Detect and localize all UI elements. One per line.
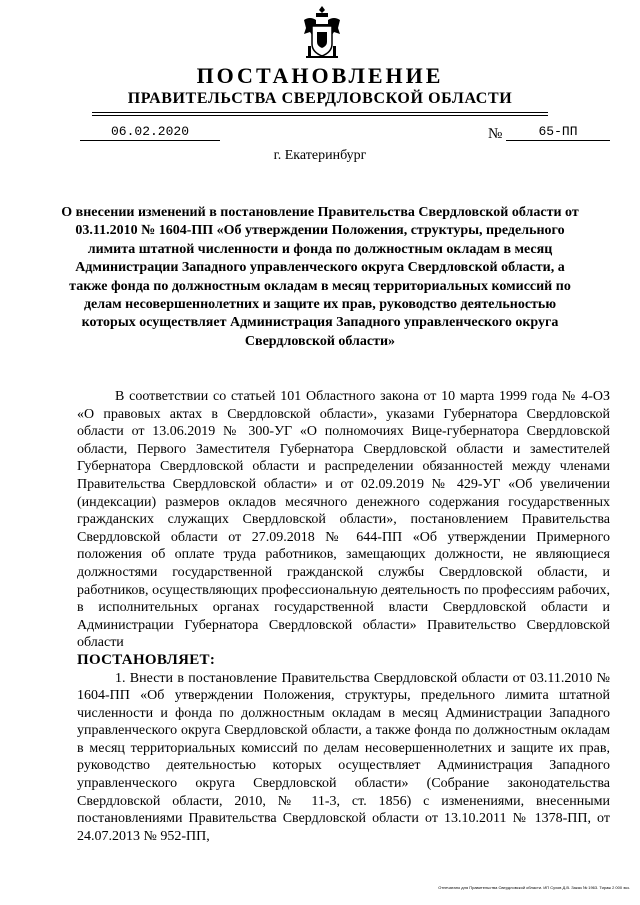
header-divider-bottom: [92, 115, 548, 116]
document-city: г. Екатеринбург: [273, 148, 367, 163]
coat-of-arms-emblem: [300, 4, 344, 60]
item-1-paragraph: 1. Внести в постановление Правительства Свердловской области от 03.11.2010 № 1604-ПП «Об утверждении Положения, структуры, предельного лимита штатной численности и фонда по должностным окладам в месяц Администрации Западного управленческого округа Свердловской области, а также фонда по должностным окладам в месяц территориальных комиссий по делам несовершеннолетних и защите их прав, руководство деятельностью которых осуществляет Администрация Западного управленческого округа Свердловской области» (Собрание законодательства Свердловской области, 2010, № 11-3, ст. 1856) с изменениями, внесенными постановлениями Правительства Свердловской области от 13.10.2011 № 1378-ПП, от 24.07.2013 № 952-ПП,: [77, 670, 610, 844]
header-divider-top: [92, 112, 548, 113]
resolves-heading: ПОСТАНОВЛЯЕТ:: [77, 651, 216, 668]
number-sign: №: [488, 126, 503, 142]
print-footer: Отпечатано для Правительства Свердловской области. ИП Сухов Д.В. Заказ № 1963. Тираж 2 000 экз.: [438, 885, 630, 890]
document-date: 06.02.2020: [80, 124, 220, 141]
document-title: ПОСТАНОВЛЕНИЕ: [196, 63, 444, 88]
document-subtitle: ПРАВИТЕЛЬСТВА СВЕРДЛОВСКОЙ ОБЛАСТИ: [127, 90, 513, 107]
preamble-paragraph: В соответствии со статьей 101 Областного закона от 10 марта 1999 года № 4-ОЗ «О правовых актах в Свердловской области», указами Губернатора Свердловской области от 13.06.2019 № 300-УГ «О полномочиях Вице-губернатора Свердловской области, Первого Заместителя Губернатора Свердловской области и заместителей Губернатора Свердловской области и распределении обязанностей между членами Правительства Свердловской области» и от 02.09.2019 № 429-УГ «Об увеличении (индексации) размеров окладов месячного денежного содержания государственных гражданских служащих Свердловской области», постановлением Правительства Свердловской области от 27.09.2018 № 644-ПП «Об утверждении Примерного положения об оплате труда работников, замещающих должности, не являющиеся должностями государственной гражданской службы Свердловской области, и работников, осуществляющих профессиональную деятельность по профессиям рабочих, в исполнительных органах государственной власти Свердловской области и Администрации Губернатора Свердловской области» Правительство Свердловской области: [77, 389, 610, 651]
document-number: 65-ПП: [506, 124, 610, 141]
document-heading: О внесении изменений в постановление Правительства Свердловской области от 03.11.2010 № 1604-ПП «Об утверждении Положения, структуры, предельного лимита штатной численности и фонда по должностным окладам в месяц Администрации Западного управленческого округа Свердловской области, а также фонда по должностным окладам в месяц территориальных комиссий по делам несовершеннолетних и защите их прав, руководство деятельностью которых осуществляет Администрация Западного управленческого округа Свердловской области»: [61, 205, 579, 349]
document-body: [77, 388, 610, 845]
